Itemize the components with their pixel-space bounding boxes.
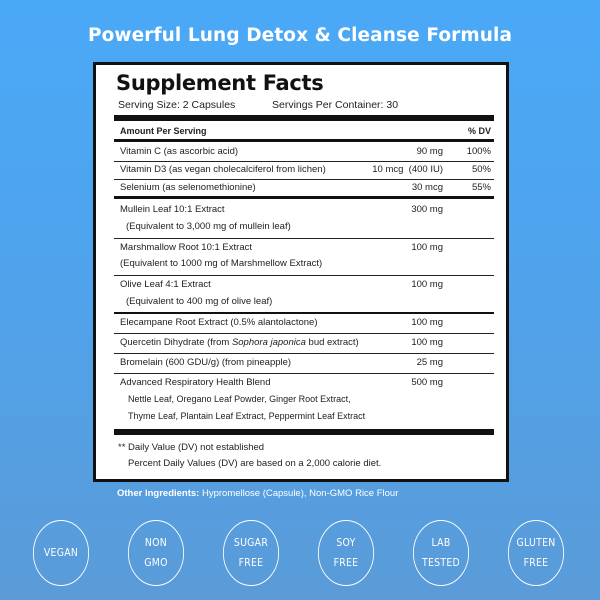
badge-gluten-free — [508, 520, 564, 586]
quercetin-name-suffix: bud extract) — [305, 337, 359, 348]
row-divider — [114, 238, 494, 239]
badge-soy-free — [318, 520, 374, 586]
badge-soy-free-line2: FREE — [333, 556, 359, 569]
servings-per-container: Servings Per Container: 30 — [272, 99, 399, 111]
row-divider — [114, 353, 494, 354]
row-divider — [114, 161, 494, 162]
row-amount-vitamin-d3: 10 mcg (400 IU) — [372, 164, 443, 175]
row-sub-blend-line2: Thyme Leaf, Plantain Leaf Extract, Peppermint Leaf Extract — [128, 411, 366, 421]
row-name-bromelain: Bromelain (600 GDU/g) (from pineapple) — [120, 357, 292, 368]
badge-sugar-free-line1: SUGAR — [233, 536, 269, 549]
row-divider — [114, 373, 494, 374]
row-amount-vitamin-c: 90 mg — [416, 146, 443, 157]
row-amount-marshmallow: 100 mg — [411, 242, 443, 253]
row-amount-mullein: 300 mg — [411, 204, 443, 215]
row-amount-bromelain: 25 mg — [416, 357, 443, 368]
page-title: Powerful Lung Detox & Cleanse Formula — [87, 25, 513, 46]
row-amount-quercetin: 100 mg — [411, 337, 443, 348]
badge-lab-tested-line2: TESTED — [422, 556, 460, 569]
row-divider — [114, 275, 494, 276]
badge-non-gmo-line2: GMO — [144, 556, 168, 569]
row-name-quercetin — [120, 337, 359, 348]
row-divider — [114, 179, 494, 180]
badge-gluten-free-line2: FREE — [523, 556, 549, 569]
badge-vegan-line1: VEGAN — [43, 546, 79, 559]
badge-gluten-free-line1: GLUTEN — [516, 536, 556, 549]
row-dv-vitamin-d3: 50% — [471, 164, 491, 175]
other-ingredients-value: Hypromellose (Capsule), Non-GMO Rice Flour — [199, 488, 399, 499]
section-divider — [114, 196, 494, 199]
header-divider — [114, 139, 494, 142]
dv-header: % DV — [467, 126, 491, 136]
badge-soy-free-line1: SOY — [336, 536, 356, 549]
row-sub-blend-line1: Nettle Leaf, Oregano Leaf Powder, Ginger Root Extract, — [128, 394, 351, 404]
row-name-olive-leaf: Olive Leaf 4:1 Extract — [120, 279, 211, 290]
row-divider — [114, 333, 494, 334]
row-sub-marshmallow: (Equivalent to 1000 mg of Marshmellow Extract) — [120, 258, 323, 269]
footnote-dv-not-established: ** Daily Value (DV) not established — [118, 442, 265, 453]
other-ingredients-label: Other Ingredients: — [117, 488, 200, 499]
row-amount-olive-leaf: 100 mg — [411, 279, 443, 290]
row-name-vitamin-d3: Vitamin D3 (as vegan cholecalciferol from lichen) — [120, 164, 326, 175]
badge-sugar-free — [223, 520, 279, 586]
row-name-vitamin-c: Vitamin C (as ascorbic acid) — [120, 146, 239, 157]
quercetin-name-prefix: Quercetin Dihydrate (from — [120, 337, 232, 348]
row-amount-selenium: 30 mcg — [411, 182, 443, 193]
row-amount-blend: 500 mg — [411, 377, 443, 388]
row-name-elecampane: Elecampane Root Extract (0.5% alantolactone) — [120, 317, 318, 328]
footnote-percent-dv: Percent Daily Values (DV) are based on a 2,000 calorie diet. — [128, 458, 382, 469]
quercetin-name-italic: Sophora japonica — [231, 337, 306, 348]
supplement-facts-title: Supplement Facts — [116, 71, 324, 95]
badge-vegan — [33, 520, 89, 586]
badge-lab-tested-line1: LAB — [431, 536, 451, 549]
row-sub-olive-leaf: (Equivalent to 400 mg of olive leaf) — [126, 296, 273, 307]
badge-non-gmo — [128, 520, 184, 586]
thick-divider — [114, 115, 494, 121]
supplement-facts-panel — [93, 62, 509, 482]
row-divider — [114, 312, 494, 314]
badge-non-gmo-line1: NON — [144, 536, 168, 549]
row-dv-vitamin-c: 100% — [466, 146, 491, 157]
badge-lab-tested — [413, 520, 469, 586]
row-name-mullein: Mullein Leaf 10:1 Extract — [120, 204, 225, 215]
serving-size: Serving Size: 2 Capsules — [118, 99, 236, 111]
row-sub-mullein: (Equivalent to 3,000 mg of mullein leaf) — [126, 221, 291, 232]
row-name-selenium: Selenium (as selenomethionine) — [120, 182, 256, 193]
badge-sugar-free-line2: FREE — [238, 556, 264, 569]
row-name-blend: Advanced Respiratory Health Blend — [120, 377, 271, 388]
row-amount-elecampane: 100 mg — [411, 317, 443, 328]
amount-per-serving-header: Amount Per Serving — [120, 126, 207, 136]
other-ingredients — [117, 488, 398, 499]
thick-divider-bottom — [114, 429, 494, 435]
row-dv-selenium: 55% — [471, 182, 491, 193]
row-name-marshmallow: Marshmallow Root 10:1 Extract — [120, 242, 252, 253]
